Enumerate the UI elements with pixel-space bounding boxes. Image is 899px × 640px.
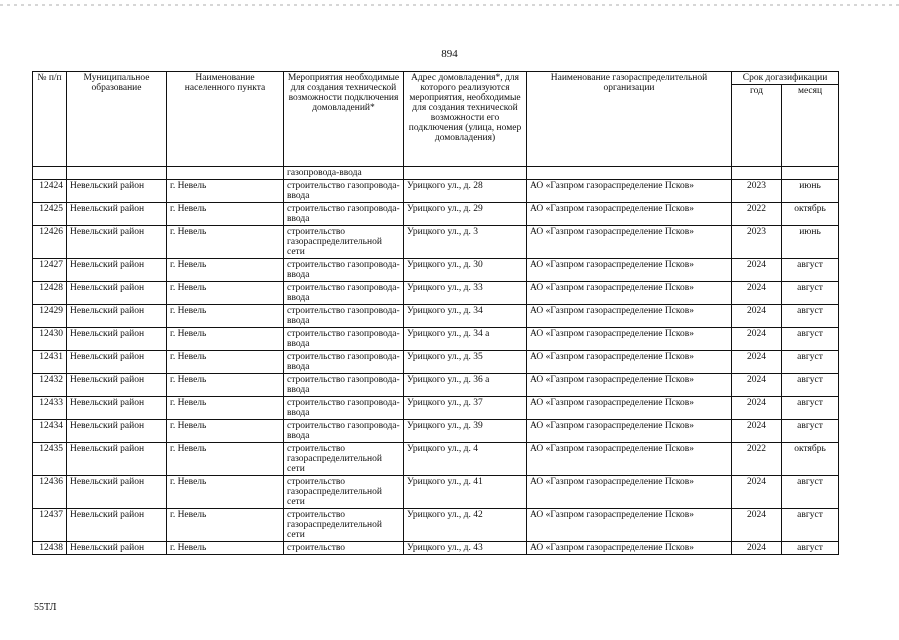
row-measure: строительство газопровода-ввода [284, 180, 404, 203]
row-municipality: Невельский район [67, 420, 167, 443]
row-month: август [782, 328, 839, 351]
table-row [33, 542, 839, 555]
row-measure: строительство газопровода-ввода [284, 259, 404, 282]
row-address: Урицкого ул., д. 37 [404, 397, 527, 420]
row-year: 2024 [732, 542, 782, 555]
row-measure: строительство газопровода-ввода [284, 328, 404, 351]
row-month: август [782, 305, 839, 328]
row-year: 2024 [732, 351, 782, 374]
header-address: Адрес домовладения*, для которого реализуются мероприятия, необходимые для создания технической возможности его подключения (улица, номер домовладения) [404, 72, 527, 167]
row-month: август [782, 397, 839, 420]
row-municipality: Невельский район [67, 305, 167, 328]
row-num: 12435 [33, 443, 67, 476]
row-settlement: г. Невель [167, 476, 284, 509]
row-settlement: г. Невель [167, 374, 284, 397]
row-year: 2024 [732, 305, 782, 328]
row-address: Урицкого ул., д. 43 [404, 542, 527, 555]
row-org: АО «Газпром газораспределение Псков» [527, 305, 732, 328]
row-org: АО «Газпром газораспределение Псков» [527, 282, 732, 305]
row-settlement: г. Невель [167, 180, 284, 203]
header-municipality: Муниципальное образование [67, 72, 167, 167]
row-year: 2023 [732, 180, 782, 203]
row-month: август [782, 259, 839, 282]
row-org: АО «Газпром газораспределение Псков» [527, 420, 732, 443]
row-municipality: Невельский район [67, 374, 167, 397]
table-row [33, 443, 839, 476]
row-address: Урицкого ул., д. 41 [404, 476, 527, 509]
row-municipality: Невельский район [67, 328, 167, 351]
table-row [33, 180, 839, 203]
row-municipality: Невельский район [67, 351, 167, 374]
row-settlement: г. Невель [167, 282, 284, 305]
row-address: Урицкого ул., д. 3 [404, 226, 527, 259]
row-measure: строительство газораспределительной сети [284, 476, 404, 509]
continuation-row [33, 167, 839, 180]
row-org: АО «Газпром газораспределение Псков» [527, 397, 732, 420]
row-municipality: Невельский район [67, 397, 167, 420]
row-settlement: г. Невель [167, 226, 284, 259]
row-year: 2024 [732, 397, 782, 420]
row-settlement: г. Невель [167, 203, 284, 226]
row-month: август [782, 420, 839, 443]
row-municipality: Невельский район [67, 259, 167, 282]
row-org: АО «Газпром газораспределение Псков» [527, 203, 732, 226]
row-month: август [782, 282, 839, 305]
row-org: АО «Газпром газораспределение Псков» [527, 328, 732, 351]
row-measure: строительство газопровода-ввода [284, 420, 404, 443]
gasification-table [32, 71, 839, 555]
row-num: 12429 [33, 305, 67, 328]
row-num: 12433 [33, 397, 67, 420]
row-year: 2023 [732, 226, 782, 259]
header-measures: Мероприятия необходимые для создания технической возможности подключения домовладений* [284, 72, 404, 167]
row-address: Урицкого ул., д. 36 а [404, 374, 527, 397]
row-month: август [782, 351, 839, 374]
row-month: июнь [782, 226, 839, 259]
table-row [33, 509, 839, 542]
row-address: Урицкого ул., д. 4 [404, 443, 527, 476]
row-measure: строительство газопровода-ввода [284, 203, 404, 226]
table-row [33, 203, 839, 226]
row-year: 2022 [732, 443, 782, 476]
row-org: АО «Газпром газораспределение Псков» [527, 443, 732, 476]
table-row [33, 374, 839, 397]
row-org: АО «Газпром газораспределение Псков» [527, 259, 732, 282]
row-address: Урицкого ул., д. 34 [404, 305, 527, 328]
header-num: № п/п [33, 72, 67, 167]
row-municipality: Невельский район [67, 203, 167, 226]
row-settlement: г. Невель [167, 542, 284, 555]
row-measure: строительство газораспределительной сети [284, 509, 404, 542]
row-year: 2024 [732, 374, 782, 397]
table-row [33, 351, 839, 374]
row-municipality: Невельский район [67, 180, 167, 203]
row-measure: строительство газопровода-ввода [284, 374, 404, 397]
row-address: Урицкого ул., д. 39 [404, 420, 527, 443]
row-org: АО «Газпром газораспределение Псков» [527, 351, 732, 374]
table-row [33, 305, 839, 328]
row-num: 12432 [33, 374, 67, 397]
row-num: 12428 [33, 282, 67, 305]
header-settlement: Наименование населенного пункта [167, 72, 284, 167]
row-measure: строительство газопровода-ввода [284, 397, 404, 420]
row-address: Урицкого ул., д. 34 а [404, 328, 527, 351]
row-org: АО «Газпром газораспределение Псков» [527, 374, 732, 397]
row-address: Урицкого ул., д. 30 [404, 259, 527, 282]
header-deadline: Срок догазификации [732, 72, 839, 85]
row-address: Урицкого ул., д. 33 [404, 282, 527, 305]
row-settlement: г. Невель [167, 259, 284, 282]
row-municipality: Невельский район [67, 509, 167, 542]
row-month: август [782, 542, 839, 555]
row-address: Урицкого ул., д. 29 [404, 203, 527, 226]
row-num: 12426 [33, 226, 67, 259]
row-municipality: Невельский район [67, 282, 167, 305]
row-year: 2024 [732, 509, 782, 542]
row-org: АО «Газпром газораспределение Псков» [527, 476, 732, 509]
row-year: 2024 [732, 282, 782, 305]
row-num: 12437 [33, 509, 67, 542]
row-month: октябрь [782, 443, 839, 476]
table-body [33, 167, 839, 555]
header-org: Наименование газораспределительной организации [527, 72, 732, 167]
row-num: 12425 [33, 203, 67, 226]
row-num: 12431 [33, 351, 67, 374]
row-address: Урицкого ул., д. 35 [404, 351, 527, 374]
table-row [33, 397, 839, 420]
row-address: Урицкого ул., д. 42 [404, 509, 527, 542]
header-month: месяц [782, 85, 839, 167]
row-month: июнь [782, 180, 839, 203]
row-settlement: г. Невель [167, 305, 284, 328]
row-municipality: Невельский район [67, 476, 167, 509]
page-number: 894 [441, 48, 458, 60]
row-month: август [782, 374, 839, 397]
row-org: АО «Газпром газораспределение Псков» [527, 542, 732, 555]
row-num: 12430 [33, 328, 67, 351]
row-num: 12424 [33, 180, 67, 203]
row-measure: строительство газопровода-ввода [284, 305, 404, 328]
table-row [33, 476, 839, 509]
row-year: 2024 [732, 476, 782, 509]
table-row [33, 282, 839, 305]
row-month: октябрь [782, 203, 839, 226]
header-year: год [732, 85, 782, 167]
scan-artifact-line [0, 4, 899, 6]
row-measure: строительство газораспределительной сети [284, 226, 404, 259]
table-row [33, 259, 839, 282]
row-num: 12434 [33, 420, 67, 443]
row-year: 2024 [732, 420, 782, 443]
row-settlement: г. Невель [167, 328, 284, 351]
table-row [33, 328, 839, 351]
row-measure: строительство газораспределительной сети [284, 443, 404, 476]
row-month: август [782, 476, 839, 509]
row-settlement: г. Невель [167, 397, 284, 420]
row-num: 12438 [33, 542, 67, 555]
row-num: 12436 [33, 476, 67, 509]
row-org: АО «Газпром газораспределение Псков» [527, 509, 732, 542]
row-measure: строительство газопровода-ввода [284, 351, 404, 374]
row-month: август [782, 509, 839, 542]
footer-code: 55ТЛ [34, 602, 57, 613]
row-year: 2024 [732, 328, 782, 351]
row-year: 2024 [732, 259, 782, 282]
table-row [33, 420, 839, 443]
row-municipality: Невельский район [67, 443, 167, 476]
header-row [33, 72, 839, 85]
row-measure: строительство [284, 542, 404, 555]
row-num: 12427 [33, 259, 67, 282]
row-address: Урицкого ул., д. 28 [404, 180, 527, 203]
table-row [33, 226, 839, 259]
row-org: АО «Газпром газораспределение Псков» [527, 226, 732, 259]
row-year: 2022 [732, 203, 782, 226]
row-municipality: Невельский район [67, 542, 167, 555]
row-measure: строительство газопровода-ввода [284, 282, 404, 305]
row-municipality: Невельский район [67, 226, 167, 259]
row-settlement: г. Невель [167, 351, 284, 374]
continuation-text: газопровода-ввода [284, 167, 404, 180]
row-settlement: г. Невель [167, 420, 284, 443]
row-settlement: г. Невель [167, 509, 284, 542]
row-org: АО «Газпром газораспределение Псков» [527, 180, 732, 203]
row-settlement: г. Невель [167, 443, 284, 476]
